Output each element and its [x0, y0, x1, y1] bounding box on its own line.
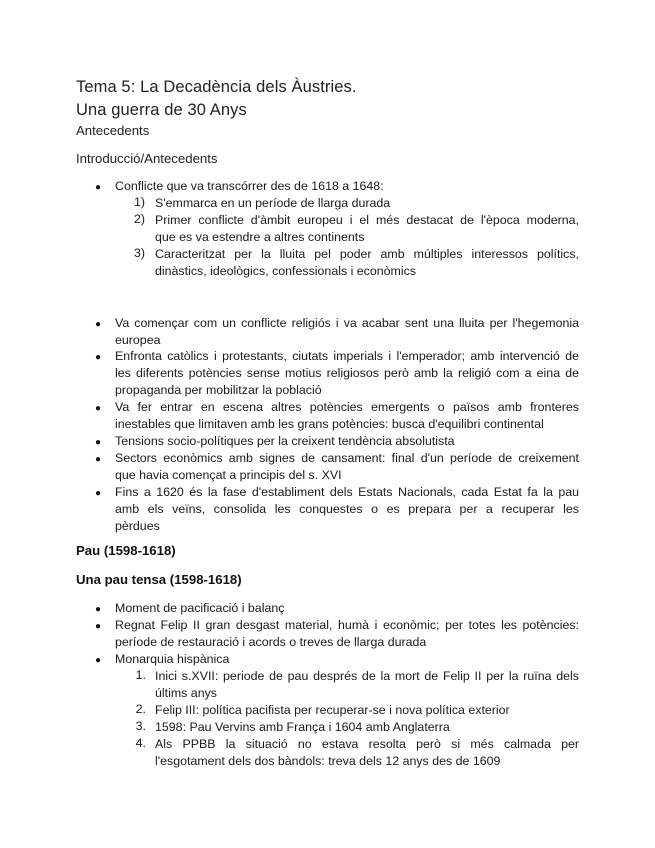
bullet-icon: ●: [95, 454, 102, 465]
list-item-continuation: dinàstics, ideològics, confessionals i econòmics: [155, 264, 417, 278]
list-item: Tensions socio-polítiques per la creixent tendència absolutista: [115, 434, 455, 448]
section-heading-pau-tensa: Una pau tensa (1598-1618): [76, 572, 242, 587]
list-item-continuation: l'esgotament dels dos bàndols: treva dels 12 anys des de 1609: [155, 754, 501, 768]
list-item: Caracteritzat per la lluita pel poder amb múltiples interessos polítics,: [155, 247, 579, 261]
list-item: Conflicte que va transcórrer des de 1618 a 1648:: [115, 179, 384, 193]
list-item-continuation: pèrdues: [115, 519, 160, 533]
document-title: Tema 5: La Decadència dels Àustries.: [76, 78, 357, 96]
list-item: Inici s.XVII: periode de pau després de la mort de Felip II per la ruïna dels: [155, 669, 579, 683]
list-item: Sectors econòmics amb signes de cansament: final d'un període de creixement: [115, 451, 579, 465]
list-item: Enfronta catòlics i protestants, ciutats imperials i l'emperador; amb intervenció de: [115, 349, 579, 363]
list-item-continuation: propaganda per mobilitzar la població: [115, 383, 322, 397]
list-number: 2): [133, 212, 145, 226]
bullet-icon: ●: [95, 352, 102, 363]
section-heading-pau: Pau (1598-1618): [76, 543, 176, 558]
list-item-continuation: inestables que limitaven amb les grans potències: busca d'equilibri continental: [115, 417, 544, 431]
list-item: S'emmarca en un període de llarga durada: [155, 196, 391, 210]
bullet-icon: ●: [95, 621, 102, 632]
list-item: Regnat Felip II gran desgast material, humà i econòmic; per totes les potències:: [115, 618, 579, 632]
list-number: 3.: [135, 719, 146, 733]
list-item-continuation: últims anys: [155, 686, 217, 700]
list-number: 1): [133, 195, 145, 209]
list-item: Monarquia hispànica: [115, 652, 230, 666]
list-item: Primer conflicte d'àmbit europeu i el més destacat de l'època moderna,: [155, 213, 579, 227]
document-subtitle-title: Una guerra de 30 Anys: [76, 101, 247, 119]
bullet-icon: ●: [95, 319, 102, 330]
list-item-continuation: període de restauració i acords o treves de llarga durada: [115, 635, 427, 649]
list-number: 2.: [135, 702, 146, 716]
bullet-icon: ●: [95, 604, 102, 615]
list-item: Fins a 1620 és la fase d'establiment dels Estats Nacionals, cada Estat fa la pau: [115, 485, 579, 499]
section-label-intro: Introducció/Antecedents: [76, 151, 218, 166]
list-item: Va començar com un conflicte religiós i va acabar sent una lluita per l'hegemonia: [115, 316, 579, 330]
list-item: Felip III: política pacifista per recuperar-se i nova política exterior: [155, 703, 510, 717]
list-number: 4.: [135, 736, 146, 750]
list-item: Als PPBB la situació no estava resolta però si més calmada per: [155, 737, 579, 751]
list-item-continuation: les diferents potències sense motius religiosos però amb la religió com a eina de: [115, 366, 579, 380]
list-item: 1598: Pau Vervins amb França i 1604 amb Anglaterra: [155, 720, 450, 734]
list-number: 3): [133, 246, 145, 260]
section-label-antecedents: Antecedents: [76, 123, 150, 138]
list-item: Moment de pacificació i balanç: [115, 601, 285, 615]
list-item-continuation: europea: [115, 333, 161, 347]
bullet-icon: ●: [95, 182, 102, 193]
bullet-icon: ●: [95, 403, 102, 414]
bullet-icon: ●: [95, 488, 102, 499]
list-item-continuation: amb els veïns, consolida les conquestes o es prepara per a recuperar les: [115, 502, 579, 516]
list-item-continuation: que es va estendre a altres continents: [155, 230, 365, 244]
list-item: Va fer entrar en escena altres potències emergents o països amb fronteres: [115, 400, 579, 414]
bullet-icon: ●: [95, 655, 102, 666]
list-item-continuation: que havia començat a principis del s. XVI: [115, 468, 342, 482]
list-number: 1.: [135, 668, 146, 682]
bullet-icon: ●: [95, 437, 102, 448]
